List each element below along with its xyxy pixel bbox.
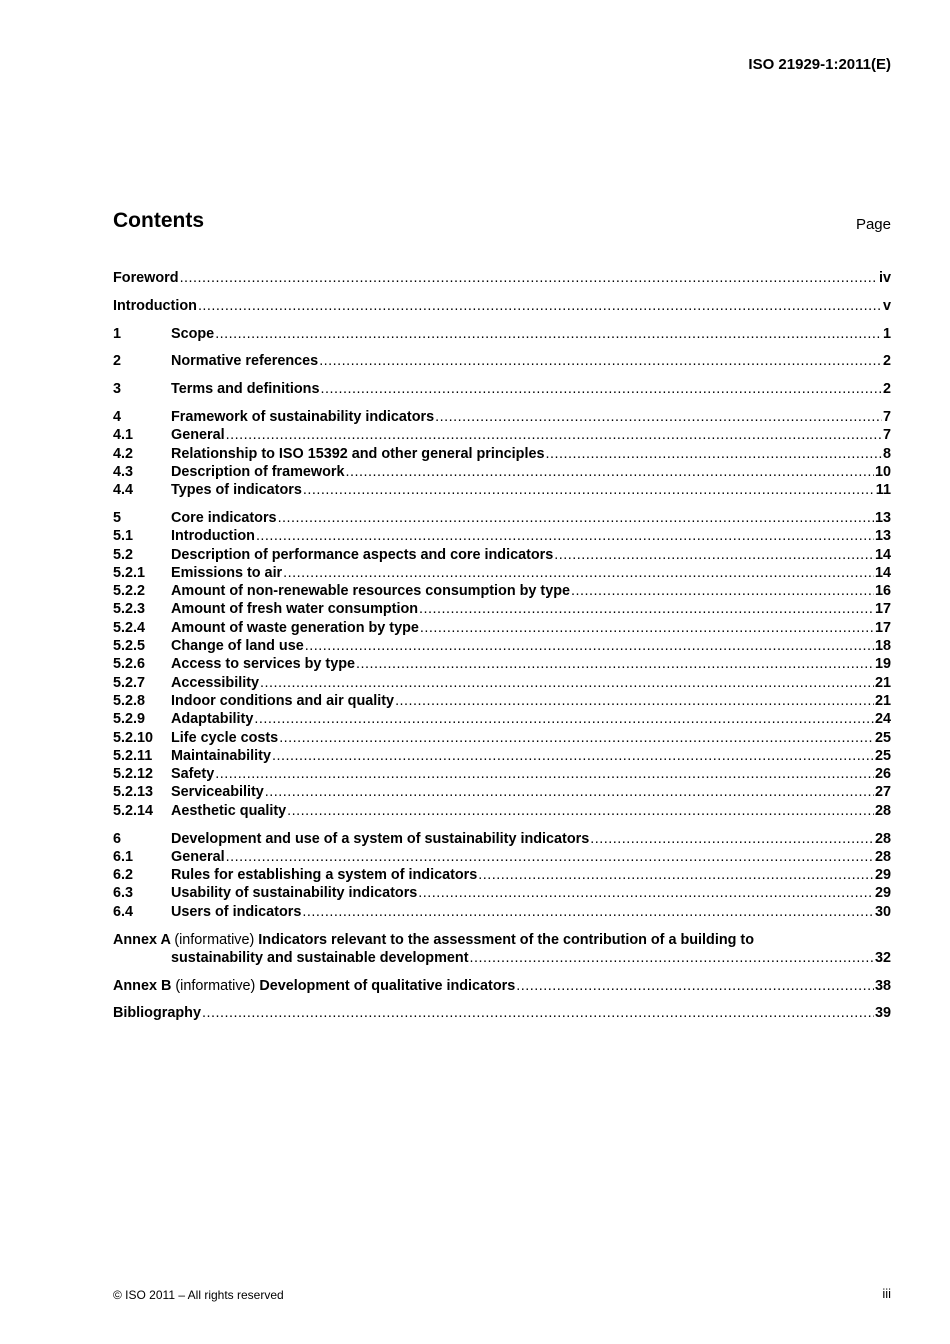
toc-entry-page: 7 <box>882 408 891 425</box>
toc-entry-title: Adaptability <box>171 711 254 728</box>
toc-annex-a-heading[interactable] <box>113 931 891 949</box>
toc-entry-page: 28 <box>874 830 891 847</box>
toc-entry-title: Emissions to air <box>171 564 283 581</box>
toc-entry-page: 29 <box>874 867 891 884</box>
dot-leader <box>356 655 874 673</box>
dot-leader <box>302 903 874 921</box>
copyright-notice: © ISO 2011 – All rights reserved <box>113 1288 284 1302</box>
toc-entry-title: Relationship to ISO 15392 and other general principles <box>171 445 545 462</box>
toc-entry[interactable] <box>113 269 891 287</box>
dot-leader <box>516 977 874 995</box>
annex-b-page: 38 <box>874 977 891 994</box>
toc-entry-title: General <box>171 427 225 444</box>
toc-entry-page: 19 <box>874 656 891 673</box>
toc-entry-title: Foreword <box>113 270 179 286</box>
toc-entry-title: Rules for establishing a system of indicators <box>171 867 478 884</box>
toc-entry-number: 4.3 <box>113 463 134 480</box>
toc-entry-title: Maintainability <box>171 747 271 764</box>
toc-entry-page: 7 <box>882 427 891 444</box>
toc-entry-title: Terms and definitions <box>171 381 320 398</box>
toc-entry-number: 3 <box>113 381 122 398</box>
toc-entry-title: Indoor conditions and air quality <box>171 692 395 709</box>
toc-entry-number: 5.2.14 <box>113 802 154 819</box>
toc-entry-page: 30 <box>874 903 891 920</box>
toc-entry-page: 21 <box>874 692 891 709</box>
toc-entry-page: 25 <box>874 747 891 764</box>
toc-entry-number: 5.2.13 <box>113 784 154 801</box>
toc-entry-number: 6.2 <box>113 867 134 884</box>
toc-annex-b[interactable] <box>113 977 891 995</box>
toc-entry-title: Aesthetic quality <box>171 802 287 819</box>
dot-leader <box>279 729 874 747</box>
toc-entry-page: 27 <box>874 784 891 801</box>
toc-entry-title: Life cycle costs <box>171 729 279 746</box>
dot-leader <box>305 637 874 655</box>
dot-leader <box>571 582 874 600</box>
toc-entry[interactable] <box>113 445 891 463</box>
dot-leader <box>554 546 874 564</box>
dot-leader <box>346 463 874 481</box>
dot-leader <box>256 527 874 545</box>
toc-entry[interactable] <box>113 527 891 545</box>
toc-entry-number: 6 <box>113 830 122 847</box>
toc-entry[interactable] <box>113 481 891 499</box>
toc-entry[interactable] <box>113 297 891 315</box>
toc-entry-title: Introduction <box>113 297 197 314</box>
toc-entry-title: Access to services by type <box>171 656 355 673</box>
dot-leader <box>215 325 882 343</box>
toc-entry-page: 8 <box>882 445 891 462</box>
toc-entry[interactable] <box>113 600 891 618</box>
page-column-label: Page <box>855 216 891 233</box>
toc-entry[interactable] <box>113 848 891 866</box>
toc-entry-number: 5.1 <box>113 528 134 545</box>
dot-leader <box>260 674 874 692</box>
dot-leader <box>545 445 882 463</box>
toc-entry-title: Safety <box>171 766 215 783</box>
toc-entry-page: 25 <box>874 729 891 746</box>
toc-entry[interactable] <box>113 637 891 655</box>
toc-entry-page: 11 <box>875 482 891 499</box>
dot-leader <box>272 747 874 765</box>
toc-entry[interactable] <box>113 884 891 902</box>
toc-entry-page: 13 <box>874 528 891 545</box>
toc-entry-number: 4 <box>113 408 122 425</box>
toc-entry[interactable] <box>113 463 891 481</box>
page-title: Contents <box>113 209 204 232</box>
toc-entry-number: 5.2.9 <box>113 711 146 728</box>
toc-entry-page: 2 <box>882 381 891 398</box>
toc-entry-number: 4.1 <box>113 427 134 444</box>
toc-entry-number: 5.2.1 <box>113 564 146 581</box>
toc-entry-number: 6.3 <box>113 885 134 902</box>
annex-a-title-line2: sustainability and sustainable development <box>171 949 469 966</box>
toc-entry-page: 13 <box>874 509 891 526</box>
toc-entry-number: 5.2.7 <box>113 674 146 691</box>
toc-entry[interactable] <box>113 619 891 637</box>
toc-entry[interactable] <box>113 692 891 710</box>
dot-leader <box>420 619 874 637</box>
annex-a-page: 32 <box>874 949 891 966</box>
toc-entry-page: 14 <box>874 564 891 581</box>
toc-entry[interactable] <box>113 802 891 820</box>
annex-a-info: (informative) <box>174 931 255 948</box>
toc-entry-title: Description of framework <box>171 463 345 480</box>
annex-b-info: (informative) <box>175 977 256 994</box>
toc-entry-number: 5.2.5 <box>113 638 146 655</box>
toc-entry-title: Users of indicators <box>171 903 302 920</box>
toc-entry-number: 4.2 <box>113 445 134 462</box>
toc-entry-page: 17 <box>874 619 891 636</box>
toc-entry-number: 5.2 <box>113 546 134 563</box>
toc-entry-title: Introduction <box>171 528 255 545</box>
dot-leader <box>319 352 882 370</box>
toc-entry-number: 6.1 <box>113 848 134 865</box>
toc-bibliography[interactable] <box>113 1004 891 1022</box>
toc-entry-title: Core indicators <box>171 509 277 526</box>
toc-entry-title: Framework of sustainability indicators <box>171 408 435 425</box>
toc-entry-page: 17 <box>874 601 891 618</box>
bibliography-page: 39 <box>874 1005 891 1022</box>
dot-leader <box>435 408 882 426</box>
toc-entry[interactable] <box>113 325 891 343</box>
toc-entry[interactable] <box>113 380 891 398</box>
dot-leader <box>198 297 882 315</box>
dot-leader <box>418 884 874 902</box>
toc-entry[interactable] <box>113 765 891 783</box>
annex-a-label: Annex A <box>113 931 171 948</box>
toc-entry-title: Description of performance aspects and core indicators <box>171 546 554 563</box>
dot-leader <box>215 765 874 783</box>
toc-entry[interactable] <box>113 564 891 582</box>
toc-entries <box>113 269 891 921</box>
dot-leader <box>320 380 882 398</box>
toc-entry-number: 5.2.12 <box>113 766 154 783</box>
toc-entry-title: Development and use of a system of sustainability indicators <box>171 830 590 847</box>
dot-leader <box>478 866 874 884</box>
toc-entry-title: Amount of waste generation by type <box>171 619 419 636</box>
toc-entry[interactable] <box>113 903 891 921</box>
dot-leader <box>180 269 878 287</box>
toc-entry-number: 5.2.10 <box>113 729 154 746</box>
dot-leader <box>226 426 882 444</box>
toc-entry-page: 18 <box>874 638 891 655</box>
dot-leader <box>287 802 874 820</box>
dot-leader <box>202 1004 874 1022</box>
toc-entry-number: 5.2.11 <box>113 747 153 764</box>
toc-entry-number: 6.4 <box>113 903 134 920</box>
dot-leader <box>469 949 874 967</box>
dot-leader <box>590 830 874 848</box>
toc-annex-a[interactable] <box>113 949 891 967</box>
toc-entry-page: 29 <box>874 885 891 902</box>
toc-entry[interactable] <box>113 509 891 527</box>
annex-a-title-line1: Indicators relevant to the assessment of the contribution of a building to <box>258 931 755 948</box>
toc-entry[interactable] <box>113 747 891 765</box>
dot-leader <box>283 564 874 582</box>
toc-entry-page: 28 <box>874 802 891 819</box>
toc-entry[interactable] <box>113 674 891 692</box>
toc-entry-page: 16 <box>874 583 891 600</box>
toc-entry-page: 1 <box>882 325 891 342</box>
toc-entry-title: Usability of sustainability indicators <box>171 885 418 902</box>
toc-entry-title: Change of land use <box>171 638 304 655</box>
toc-entry-number: 5.2.2 <box>113 583 146 600</box>
toc-entry-title: Accessibility <box>171 674 259 691</box>
toc-entry-title: General <box>171 848 225 865</box>
toc-entry[interactable] <box>113 426 891 444</box>
toc-entry[interactable] <box>113 352 891 370</box>
annex-b-title: Development of qualitative indicators <box>259 977 516 994</box>
toc-entry[interactable] <box>113 830 891 848</box>
toc-entry[interactable] <box>113 710 891 728</box>
toc-entry-page: v <box>882 297 891 314</box>
toc-entry-page: 10 <box>874 463 891 480</box>
toc-entry[interactable] <box>113 655 891 673</box>
dot-leader <box>226 848 874 866</box>
annex-b-heading <box>113 977 515 995</box>
toc-entry-title: Normative references <box>171 353 319 370</box>
toc-entry-page: 21 <box>874 674 891 691</box>
dot-leader <box>419 600 874 618</box>
dot-leader <box>265 783 874 801</box>
toc-entry-number: 5.2.6 <box>113 656 146 673</box>
annex-b-label: Annex B <box>113 977 172 994</box>
toc-entry-number: 5.2.3 <box>113 601 146 618</box>
toc-entry[interactable] <box>113 582 891 600</box>
dot-leader <box>395 692 874 710</box>
toc-entry[interactable] <box>113 866 891 884</box>
toc-entry[interactable] <box>113 783 891 801</box>
toc-entry[interactable] <box>113 408 891 426</box>
toc-entry-title: Amount of fresh water consumption <box>171 601 419 618</box>
table-of-contents <box>113 269 891 1023</box>
toc-entry[interactable] <box>113 546 891 564</box>
toc-entry-page: 26 <box>874 766 891 783</box>
toc-entry-page: 28 <box>874 848 891 865</box>
toc-entry-page: 14 <box>874 546 891 563</box>
document-id: ISO 21929-1:2011(E) <box>748 56 891 73</box>
toc-entry-number: 1 <box>113 325 122 342</box>
toc-entry-number: 4.4 <box>113 482 134 499</box>
dot-leader <box>278 509 874 527</box>
page-number: iii <box>882 1286 891 1301</box>
toc-entry-number: 5.2.8 <box>113 692 146 709</box>
toc-entry-title: Serviceability <box>171 784 264 801</box>
toc-entry[interactable] <box>113 729 891 747</box>
toc-entry-page: 2 <box>882 353 891 370</box>
toc-entry-page: 24 <box>874 711 891 728</box>
toc-entry-number: 5.2.4 <box>113 619 146 636</box>
toc-entry-number: 2 <box>113 353 122 370</box>
toc-entry-number: 5 <box>113 509 122 526</box>
dot-leader <box>303 481 875 499</box>
dot-leader <box>254 710 874 728</box>
toc-entry-page: iv <box>878 270 891 286</box>
toc-entry-title: Scope <box>171 325 215 342</box>
toc-entry-title: Types of indicators <box>171 482 302 499</box>
toc-entry-title: Amount of non-renewable resources consumption by type <box>171 583 570 600</box>
bibliography-title: Bibliography <box>113 1005 201 1022</box>
